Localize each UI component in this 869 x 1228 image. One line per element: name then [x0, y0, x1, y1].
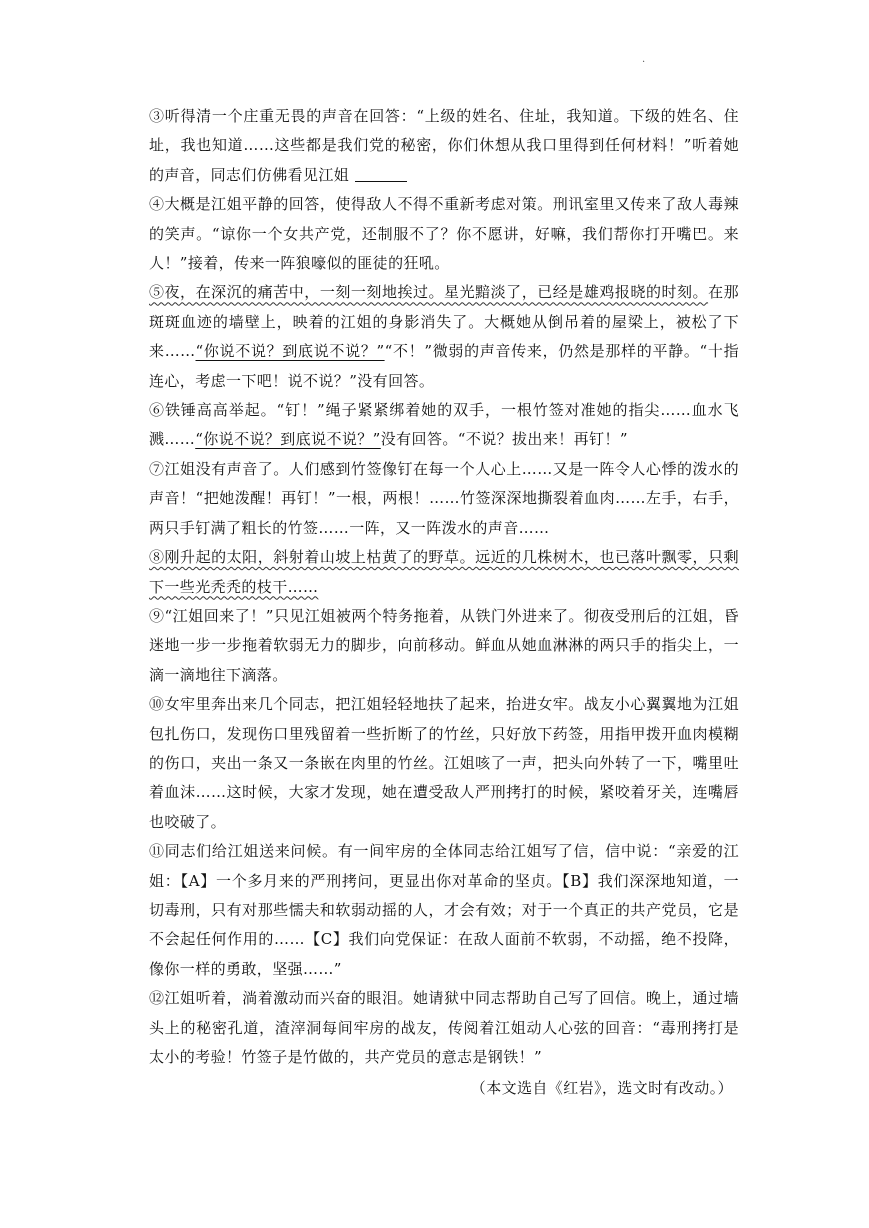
answer-blank[interactable] — [355, 166, 407, 182]
paragraph-9: ⑨“江姐回来了！”只见江姐被两个特务拖着，从铁门外进来了。彻夜受刑后的江姐，昏迷地一步一步拖着软弱无力的脚步，向前移动。鲜血从她血淋淋的两只手的指尖上，一滴一滴地往下滴落。 — [149, 606, 739, 684]
paragraph-8 — [149, 543, 739, 602]
header-dot: . — [642, 54, 646, 65]
paragraph-11: ⑪同志们给江姐送来问候。有一间牢房的全体同志给江姐写了信，信中说：“亲爱的江姐：【A】一个多月来的严刑拷问，更显出你对革命的坚贞。【B】我们深深地知道，一切毒刑，只有对那些懦夫和软弱动摇的人，才会有效；对于一个真正的共产党员，它是不会起任何作用的……【C】我们向党保证：在敌人面前不软弱，不动摇，绝不投降，像你一样的勇敢，坚强……” — [149, 842, 739, 978]
paragraph-10: ⑩女牢里奔出来几个同志，把江姐轻轻地扶了起来，抬进女牢。战友小心翼翼地为江姐包扎伤口，发现伤口里残留着一些折断了的竹丝，只好放下药签，用指甲拨开血肉模糊的伤口，夹出一条又一条嵌在肉里的竹丝。江姐咳了一声，把头向外转了一下，嘴里吐着血沫……这时候，大家才发现，她在遭受敌人严刑拷打的时候，紧咬着牙关，连嘴唇也咬破了。 — [149, 695, 739, 831]
passage-body — [149, 102, 739, 1104]
paragraph-5 — [149, 278, 739, 396]
paragraph-6 — [149, 396, 739, 455]
paragraph-5-underlined-quote: “你说不说？到底说不说？” — [195, 342, 385, 361]
paragraph-7: ⑦江姐没有声音了。人们感到竹签像钉在每一个人心上……又是一阵令人心悸的泼水的声音！“把她泼醒！再钉！”一根，两根！……竹签深深地撕裂着血肉……左手，右手，两只手钉满了粗长的竹签……一阵，又一阵泼水的声音…… — [149, 459, 739, 537]
paragraph-6-text-a: ⑥铁锤高高举起。“钉！”绳子紧紧绑着她的双手，一根竹签对准她的指尖……血水飞溅…… — [149, 401, 739, 449]
paragraph-5-text-a: 在那斑斑血迹的墙壁上，映着的江姐的身影消失了。大概她从倒吊着的屋梁上，被松了下来…… — [149, 283, 739, 361]
paragraph-12: ⑫江姐听着，淌着激动而兴奋的眼泪。她请狱中同志帮助自己写了回信。晚上，通过墙头上的秘密孔道，渣滓洞每间牢房的战友，传阅着江姐动人心弦的回音：“毒刑拷打是太小的考验！竹签子是竹做的，共产党员的意志是钢铁！” — [149, 989, 739, 1066]
paragraph-3 — [149, 102, 739, 190]
paragraph-6-underlined-quote: “你说不说？到底说不说？” — [195, 430, 381, 449]
paragraph-6-text-b: 没有回答。“不说？拔出来！再钉！” — [380, 430, 628, 449]
paragraph-4: ④大概是江姐平静的回答，使得敌人不得不重新考虑对策。刑讯室里又传来了敌人毒辣的笑声。“谅你一个女共产党，还制服不了？你不愿讲，好嘛，我们帮你打开嘴巴。来人！”接着，传来一阵狼嚎似的匪徒的狂吼。 — [149, 195, 739, 273]
paragraph-3-text: ③听得清一个庄重无畏的声音在回答：“上级的姓名、住址，我知道。下级的姓名、住址，我也知道……这些都是我们党的秘密，你们休想从我口里得到任何材料！”听着她的声音，同志们仿佛看见江姐 — [149, 107, 739, 184]
paragraph-8-wavy-sentence: ⑧刚升起的太阳，斜射着山坡上枯黄了的野草。远近的几株树木，也已落叶飘零，只剩下一些光秃秃的枝干…… — [149, 548, 739, 596]
paragraph-5-wavy-sentence: ⑤夜，在深沉的痛苦中，一刻一刻地挨过。星光黯淡了，已经是雄鸡报晓的时刻。 — [149, 283, 709, 302]
source-note: （本文选自《红岩》，选文时有改动。） — [470, 1079, 733, 1098]
paragraph-5-text-b: “不！”微弱的声音传来，仍然是那样的平静。“十指连心，考虑一下吧！说不说？”没有回答。 — [149, 342, 739, 390]
